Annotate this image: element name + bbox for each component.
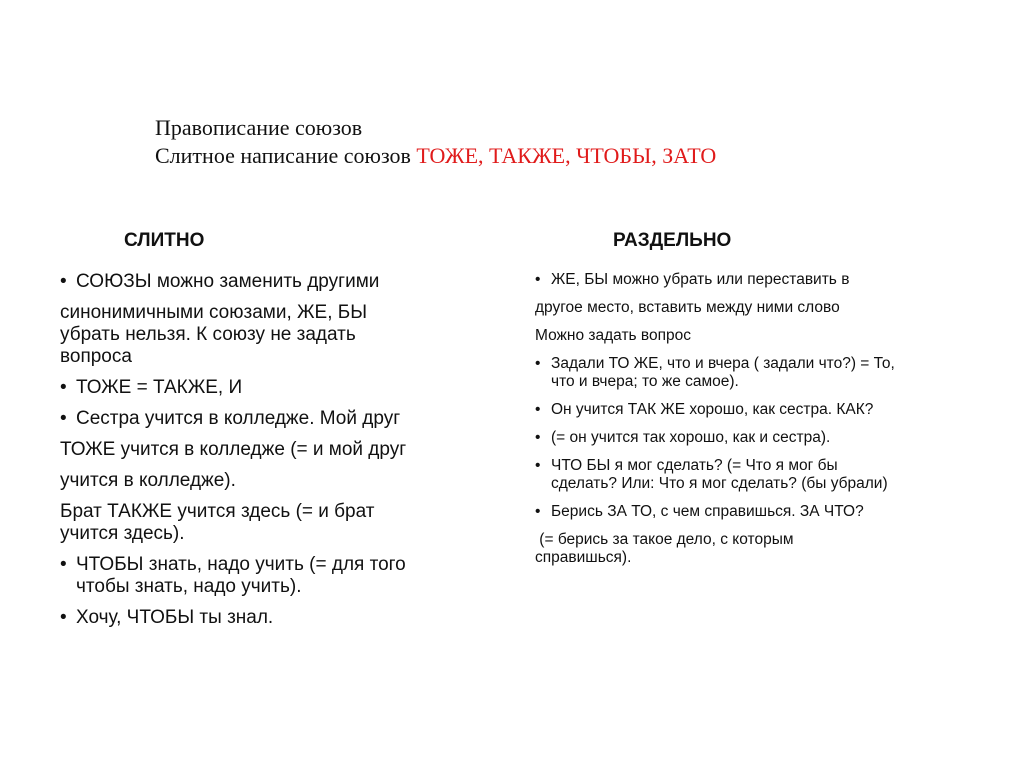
title-accent-conjunctions: ТОЖЕ, ТАКЖЕ, ЧТОБЫ, ЗАТО (416, 143, 717, 168)
right-line: Можно задать вопрос (535, 327, 691, 344)
right-line: • ЧТО БЫ я мог сделать? (= Что я мог бы (535, 457, 895, 475)
right-line: • ЖЕ, БЫ можно убрать или переставить в (535, 271, 895, 289)
slide-title (155, 114, 716, 170)
heading-slitno: СЛИТНО (124, 230, 205, 251)
left-line: чтобы знать, надо учить). (76, 576, 302, 597)
right-line: справишься). (535, 549, 632, 566)
right-line: • Задали ТО ЖЕ, что и вчера ( задали что?) = То, (535, 355, 895, 373)
left-column (60, 271, 406, 629)
right-line: что и вчера; то же самое). (551, 373, 739, 390)
right-line: (= берись за такое дело, с которым (535, 531, 794, 548)
title-line-2 (155, 142, 716, 170)
left-line: • ЧТОБЫ знать, надо учить (= для того (60, 554, 406, 576)
left-line: • СОЮЗЫ можно заменить другими (60, 271, 406, 293)
left-line: ТОЖЕ учится в колледже (= и мой друг (60, 439, 407, 460)
left-line: • Сестра учится в колледже. Мой друг (60, 408, 406, 430)
left-line: убрать нельзя. К союзу не задать (60, 324, 356, 345)
right-column (535, 271, 895, 567)
right-line: • Он учится ТАК ЖЕ хорошо, как сестра. КАК? (535, 401, 895, 419)
left-line: • Хочу, ЧТОБЫ ты знал. (60, 607, 406, 629)
left-line: синонимичными союзами, ЖЕ, БЫ (60, 302, 368, 323)
left-line: • ТОЖЕ = ТАКЖЕ, И (60, 377, 406, 399)
left-line: вопроса (60, 346, 132, 367)
right-line: • Берись ЗА ТО, с чем справишься. ЗА ЧТО? (535, 503, 895, 521)
title-line-1: Правописание союзов (155, 115, 363, 140)
left-line: учится здесь). (60, 523, 185, 544)
left-line: Брат ТАКЖЕ учится здесь (= и брат (60, 501, 375, 522)
title-line-2-prefix: Слитное написание союзов (155, 143, 417, 168)
right-line: • (= он учится так хорошо, как и сестра). (535, 429, 895, 447)
left-line: учится в колледже). (60, 470, 236, 491)
right-line: другое место, вставить между ними слово (535, 299, 840, 316)
heading-razdelno: РАЗДЕЛЬНО (613, 230, 732, 251)
right-line: сделать? Или: Что я мог сделать? (бы убрали) (551, 475, 888, 492)
